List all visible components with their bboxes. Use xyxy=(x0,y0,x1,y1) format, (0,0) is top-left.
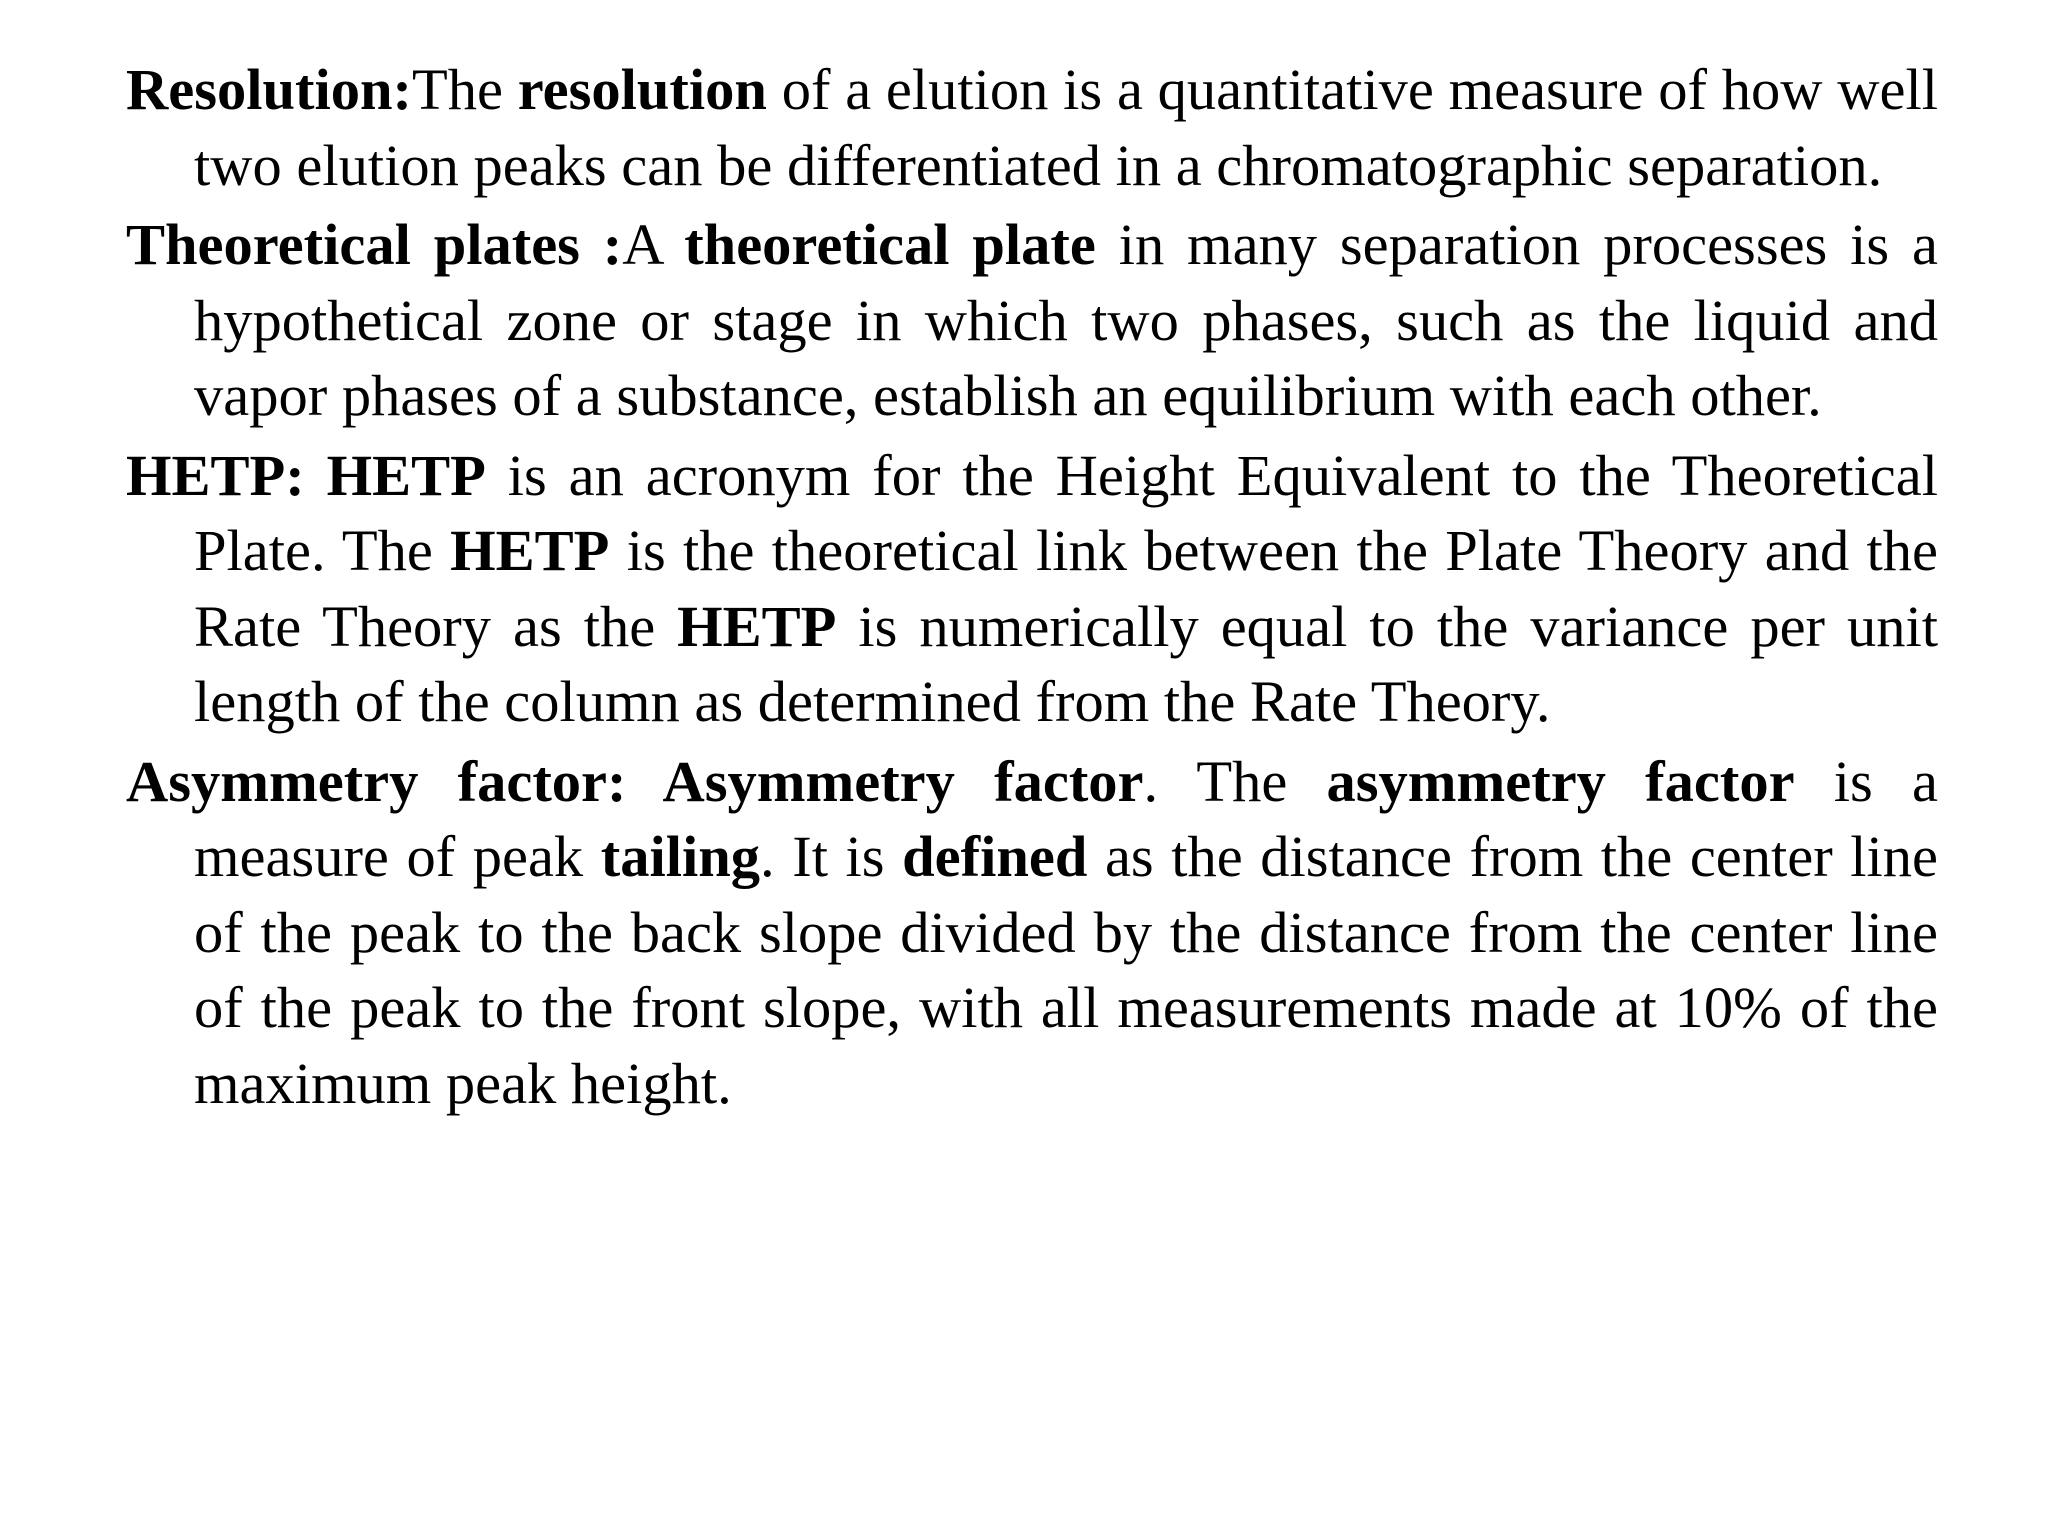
definition-text: A xyxy=(622,212,685,277)
definition-text: The xyxy=(412,57,518,122)
slide-body xyxy=(126,52,1938,1125)
definition-theoretical-plates xyxy=(126,207,1938,434)
term-emphasis: HETP xyxy=(677,593,837,659)
definition-text: . The xyxy=(1143,748,1327,814)
definition-text: is a measure of peak xyxy=(194,748,1939,889)
definition-asymmetry-factor xyxy=(126,744,1938,1122)
definition-text: in many separation processes is a hypothetical zone or stage in which two phases, such as the liquid and vapor phases of a substance, establish an equilibrium with each other. xyxy=(194,212,1939,428)
term-emphasis: defined xyxy=(902,824,1088,889)
definition-text: . It is xyxy=(760,824,903,889)
definition-text: is the theoretical link between the Plate Theory and the Rate Theory as the xyxy=(194,518,1938,659)
definition-resolution xyxy=(126,52,1938,203)
term-heading: HETP: HETP xyxy=(126,442,486,508)
definition-text: is numerically equal to the variance per unit length of the column as determined from the Rate Theory. xyxy=(194,593,1938,734)
definition-text: is an acronym for the Height Equivalent to the Theoretical Plate. The xyxy=(194,442,1938,583)
term-emphasis: HETP xyxy=(450,518,610,583)
term-heading: Asymmetry factor: Asymmetry factor xyxy=(126,748,1144,814)
definition-text: of a elution is a quantitative measure of how well two elution peaks can be differentiated in a chromatographic separation. xyxy=(194,57,1938,198)
term-heading: Theoretical plates : xyxy=(126,212,623,277)
term-emphasis: theoretical plate xyxy=(684,212,1096,277)
term-emphasis: resolution xyxy=(517,57,767,122)
term-emphasis: tailing xyxy=(600,824,761,889)
definition-text: as the distance from the center line of the peak to the back slope divided by the distance from the center line of the peak to the front slope, with all measurements made at 10% of the maximum peak height. xyxy=(194,824,1938,1116)
definition-hetp xyxy=(126,438,1938,740)
term-heading: Resolution: xyxy=(126,57,413,122)
term-emphasis: asymmetry factor xyxy=(1326,748,1795,814)
